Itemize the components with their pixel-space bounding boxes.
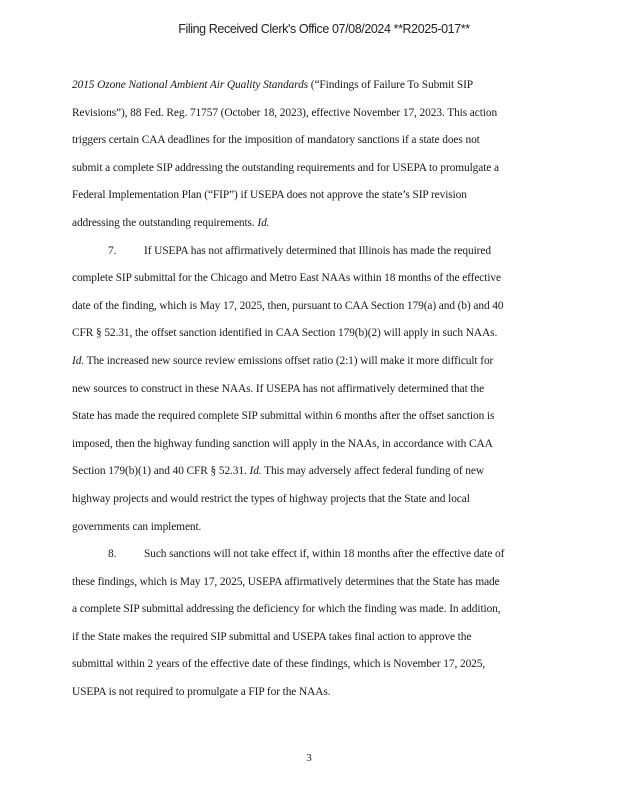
text-run: if the State makes the required SIP submittal and USEPA takes final action to approve the [72,630,472,643]
text-run: imposed, then the highway funding sanction will apply in the NAAs, in accordance with CAA [72,437,493,450]
paragraph-7 [72,238,548,542]
text-run: Section 179(b)(1) and 40 CFR § 52.31. [72,465,250,478]
text-line [72,431,548,459]
text-run: This may adversely affect federal funding of new [261,465,484,478]
text-line [72,514,548,542]
text-line [72,127,548,155]
italic-citation: Id. [72,354,85,367]
text-line [72,265,548,293]
document-body [72,72,548,707]
text-line [72,403,548,431]
text-run: date of the finding, which is May 17, 2025, then, pursuant to CAA Section 179(a) and (b) and 40 [72,299,504,312]
text-run: Revisions”), 88 Fed. Reg. 71757 (October 18, 2023), effective November 17, 2023. This action [72,106,498,119]
text-run: Such sanctions will not take effect if, within 18 months after the effective date of [144,548,505,561]
italic-citation: Id. [257,216,270,229]
text-run: Federal Implementation Plan (“FIP”) if USEPA does not approve the state’s SIP revision [72,189,467,202]
text-run: a complete SIP submittal addressing the deficiency for which the finding was made. In addition, [72,603,501,616]
text-line [72,182,548,210]
paragraph-continued [72,72,548,238]
text-run: submit a complete SIP addressing the outstanding requirements and for USEPA to promulgate a [72,161,499,174]
text-line [72,238,548,266]
text-run: addressing the outstanding requirements. [72,216,258,229]
text-line [72,155,548,183]
paragraph-number: 8. [108,548,117,561]
text-line [72,320,548,348]
page-number: 3 [306,752,312,764]
text-run: complete SIP submittal for the Chicago and Metro East NAAs within 18 months of the effective [72,272,501,285]
text-run: submittal within 2 years of the effective date of these findings, which is November 17, 2025, [72,658,486,671]
text-run: USEPA is not required to promulgate a FIP for the NAAs. [72,686,331,699]
text-run: If USEPA has not affirmatively determined that Illinois has made the required [144,244,491,257]
italic-citation: Id. [249,465,262,478]
text-line [72,541,548,569]
text-line [72,679,548,707]
text-run: (“Findings of Failure To Submit SIP [308,79,473,91]
filing-stamp-header: Filing Received Clerk's Office 07/08/2024 **R2025-017** [178,22,470,36]
paragraph-8 [72,541,548,707]
text-line [72,569,548,597]
text-line [72,210,548,238]
text-run: these findings, which is May 17, 2025, USEPA affirmatively determines that the State has made [72,575,500,588]
text-run: The increased new source review emissions offset ratio (2:1) will make it more difficult for [84,354,494,367]
text-line [72,72,548,100]
italic-citation: 2015 Ozone National Ambient Air Quality Standards [72,79,308,91]
text-line [72,486,548,514]
text-run: CFR § 52.31, the offset sanction identified in CAA Section 179(b)(2) will apply in such NAAs. [72,327,498,340]
text-line [72,651,548,679]
text-run: State has made the required complete SIP submittal within 6 months after the offset sanction is [72,410,495,423]
text-line [72,348,548,376]
text-line [72,458,548,486]
text-run: governments can implement. [72,520,202,533]
paragraph-number: 7. [108,244,117,257]
text-line [72,596,548,624]
text-line [72,624,548,652]
text-line [72,376,548,404]
text-run: triggers certain CAA deadlines for the imposition of mandatory sanctions if a state does not [72,134,480,147]
text-run: new sources to construct in these NAAs. If USEPA has not affirmatively determined that the [72,382,485,395]
text-run: highway projects and would restrict the types of highway projects that the State and local [72,492,470,505]
text-line [72,100,548,128]
text-line [72,293,548,321]
